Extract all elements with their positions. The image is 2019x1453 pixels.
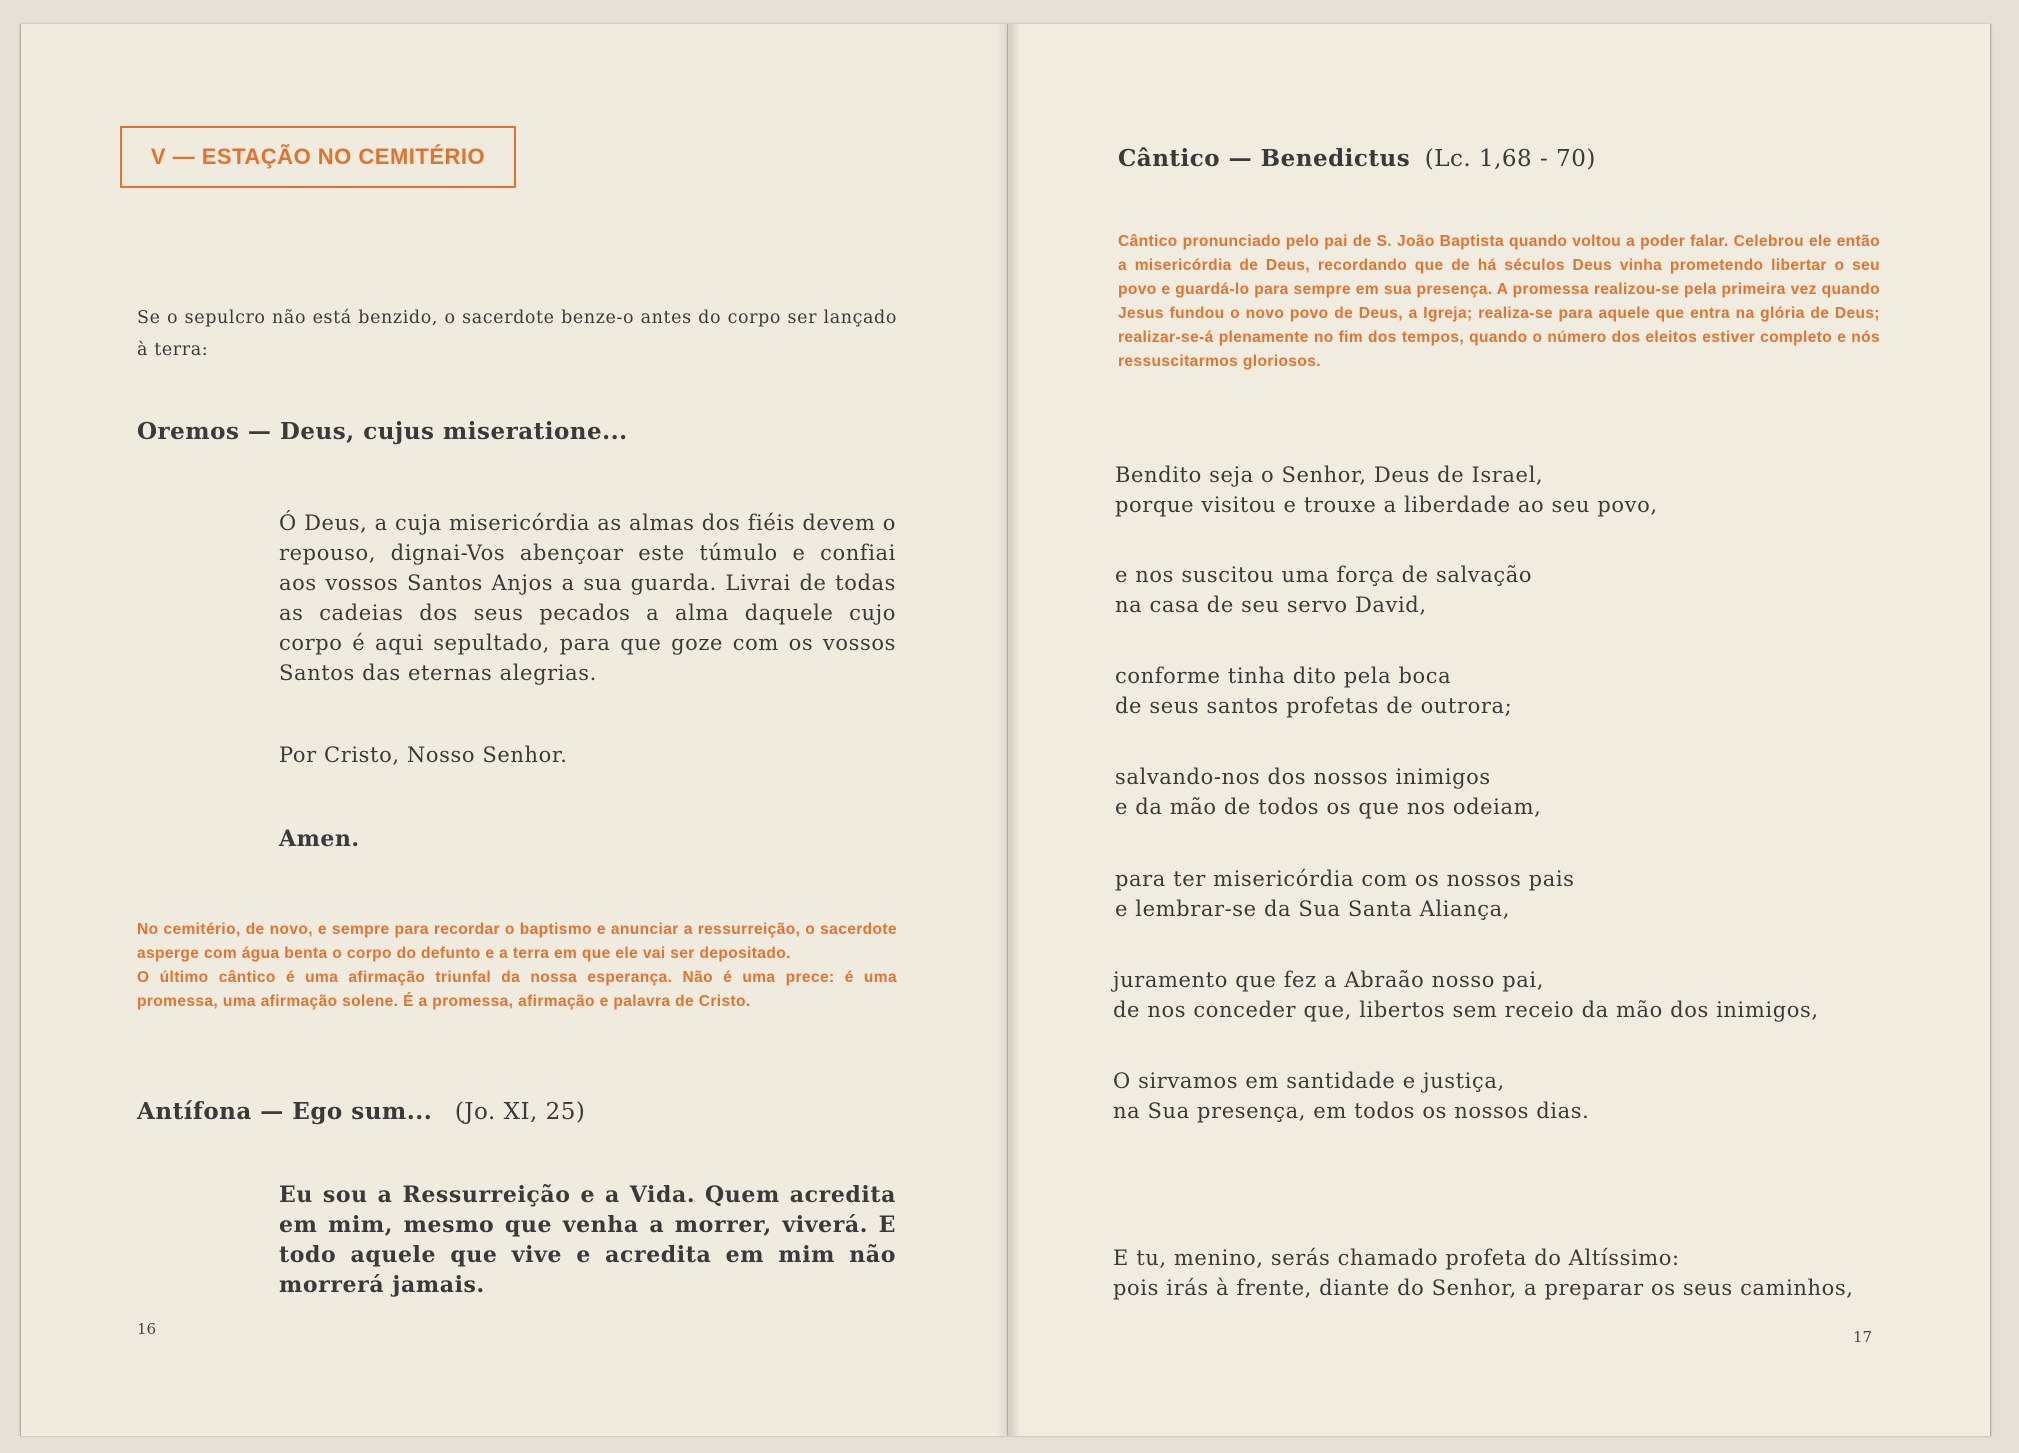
verse-line: porque visitou e trouxe a liberdade ao seu povo, (1115, 493, 1658, 517)
verse-4 (1115, 762, 1895, 822)
verse-line: salvando-nos dos nossos inimigos (1115, 765, 1491, 789)
verse-1 (1115, 460, 1895, 520)
verse-6 (1113, 965, 1903, 1025)
prayer-heading-title: Oremos — Deus, cujus miseratione... (137, 418, 628, 445)
verse-5 (1115, 864, 1895, 924)
verse-8 (1113, 1243, 1903, 1303)
prayer-conclusion: Por Cristo, Nosso Senhor. (279, 743, 568, 767)
antiphon-heading-title: Antífona — Ego sum... (137, 1098, 433, 1125)
section-title-box (120, 126, 516, 188)
rubric-note-cemetery (137, 918, 897, 1014)
page-number-left: 16 (137, 1320, 157, 1338)
canticle-heading-title: Cântico — Benedictus (1118, 145, 1411, 172)
verse-line: pois irás à frente, diante do Senhor, a preparar os seus caminhos, (1113, 1276, 1854, 1300)
antiphon-text: Eu sou a Ressurreição e a Vida. Quem acredita em mim, mesmo que venha a morrer, viverá. E todo aquele que vive e acredita em mim não morrerá jamais. (279, 1182, 896, 1298)
verse-line: O sirvamos em santidade e justiça, (1113, 1069, 1505, 1093)
section-title: V — ESTAÇÃO NO CEMITÉRIO (150, 144, 486, 169)
canticle-note: Cântico pronunciado pelo pai de S. João Baptista quando voltou a poder falar. Celebrou ele então a misericórdia de Deus, recordando que de há séculos Deus vinha prometendo libertar o seu povo e guardá-lo para sempre em sua presença. A promessa realizou-se pela primeira vez quando Jesus fundou o novo povo de Deus, a Igreja; realiza-se para aquele que entra na glória de Deus; realizar-se-á plenamente no fim dos tempos, quando o número dos eleitos estiver completo e nós ressuscitarmos gloriosos. (1118, 233, 1880, 370)
verse-line: conforme tinha dito pela boca (1115, 664, 1452, 688)
verse-line: Bendito seja o Senhor, Deus de Israel, (1115, 463, 1544, 487)
canticle-heading (1118, 145, 1596, 172)
verse-line: na casa de seu servo David, (1115, 593, 1427, 617)
verse-line: E tu, menino, serás chamado profeta do Altíssimo: (1113, 1246, 1680, 1270)
amen: Amen. (279, 826, 360, 852)
verse-line: e lembrar-se da Sua Santa Aliança, (1115, 897, 1510, 921)
verse-line: na Sua presença, em todos os nossos dias. (1113, 1099, 1590, 1123)
verse-line: de seus santos profetas de outrora; (1115, 694, 1513, 718)
antiphon-heading (137, 1098, 897, 1125)
verse-2 (1115, 560, 1895, 620)
book-spine (996, 24, 1020, 1436)
prayer-heading (137, 418, 897, 445)
antiphon-reference: (Jo. XI, 25) (454, 1099, 586, 1125)
note-paragraph-1: No cemitério, de novo, e sempre para recordar o baptismo e anunciar a ressurreição, o sacerdote asperge com água benta o corpo do defunto e a terra em que ele vai ser depositado. (137, 921, 897, 962)
verse-3 (1115, 661, 1895, 721)
verse-line: e da mão de todos os que nos odeiam, (1115, 795, 1542, 819)
page-number-right: 17 (1853, 1328, 1873, 1346)
verse-7 (1113, 1066, 1893, 1126)
verse-line: para ter misericórdia com os nossos pais (1115, 867, 1575, 891)
canticle-reference: (Lc. 1,68 - 70) (1424, 146, 1596, 172)
verse-line: de nos conceder que, libertos sem receio da mão dos inimigos, (1113, 998, 1819, 1022)
verse-line: e nos suscitou uma força de salvação (1115, 563, 1533, 587)
prayer-text: Ó Deus, a cuja misericórdia as almas dos fiéis devem o repouso, dignai-Vos abençoar este túmulo e confiai aos vossos Santos Anjos a sua guarda. Livrai de todas as cadeias dos seus pecados a alma daquele cujo corpo é aqui sepultado, para que goze com os vossos Santos das eternas alegrias. (279, 511, 896, 685)
rubric-text: Se o sepulcro não está benzido, o sacerdote benze-o antes do corpo ser lançado à terra: (137, 308, 897, 360)
note-paragraph-2: O último cântico é uma afirmação triunfal da nossa esperança. Não é uma prece: é uma promessa, uma afirmação solene. É a promessa, afirmação e palavra de Cristo. (137, 969, 897, 1010)
verse-line: juramento que fez a Abraão nosso pai, (1113, 968, 1545, 992)
